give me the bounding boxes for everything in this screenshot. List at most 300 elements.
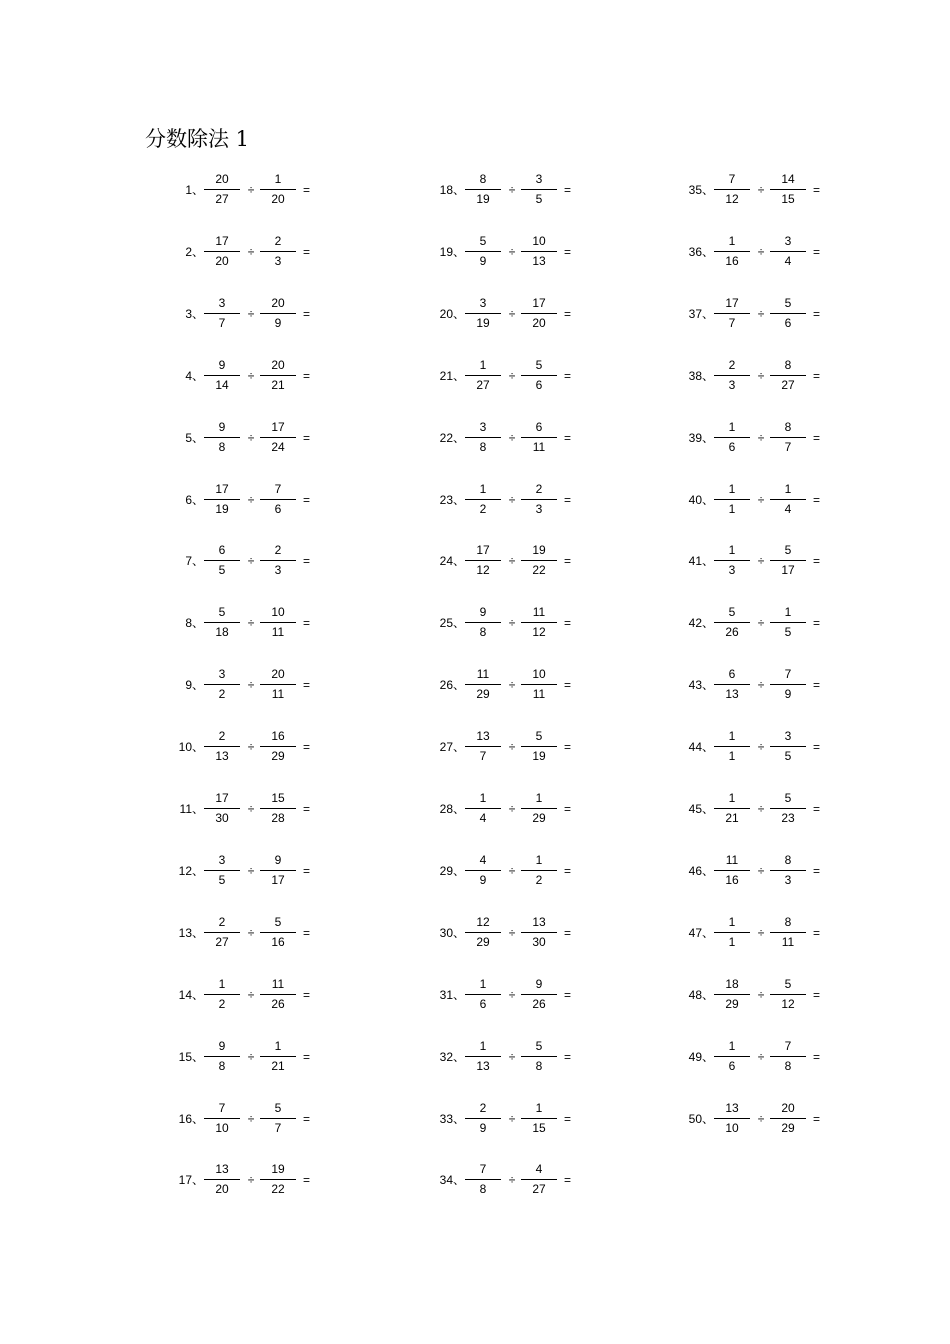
problem-row bbox=[431, 291, 611, 339]
fraction-bar bbox=[521, 622, 557, 623]
fraction-bar bbox=[465, 560, 501, 561]
problem-number: 35、 bbox=[688, 183, 714, 197]
division-sign: ÷ bbox=[508, 368, 516, 383]
numerator: 5 bbox=[535, 1038, 543, 1053]
denominator: 29 bbox=[271, 749, 285, 764]
problem-row bbox=[680, 972, 860, 1020]
equals-sign: = bbox=[564, 740, 572, 755]
numerator: 17 bbox=[215, 791, 229, 805]
problem-number: 43、 bbox=[688, 678, 714, 693]
numerator: 13 bbox=[725, 1100, 739, 1115]
equals-sign: = bbox=[564, 1173, 572, 1188]
numerator: 1 bbox=[728, 481, 736, 496]
numerator: 5 bbox=[784, 791, 792, 805]
fraction-bar bbox=[465, 746, 501, 747]
problem-row bbox=[680, 724, 860, 772]
fraction-bar bbox=[204, 560, 240, 561]
divisor-fraction bbox=[260, 600, 296, 648]
fraction-bar bbox=[770, 808, 806, 809]
divisor-fraction bbox=[770, 291, 806, 339]
divisor-fraction bbox=[770, 972, 806, 1020]
divisor-fraction bbox=[521, 972, 557, 1020]
numerator: 1 bbox=[479, 1038, 487, 1053]
denominator: 13 bbox=[476, 1058, 490, 1073]
problem-row bbox=[170, 538, 350, 586]
numerator: 3 bbox=[218, 852, 226, 867]
problem-number: 36、 bbox=[688, 244, 714, 259]
equals-sign: = bbox=[813, 863, 821, 878]
fraction-bar bbox=[204, 189, 240, 190]
denominator: 5 bbox=[218, 872, 226, 887]
denominator: 16 bbox=[725, 872, 739, 887]
problem-row bbox=[431, 910, 611, 958]
numerator: 1 bbox=[479, 357, 487, 372]
division-sign: ÷ bbox=[247, 306, 255, 321]
fraction-bar bbox=[770, 1056, 806, 1057]
denominator: 17 bbox=[781, 563, 795, 578]
equals-sign: = bbox=[303, 492, 311, 507]
denominator: 1 bbox=[728, 501, 736, 516]
numerator: 7 bbox=[784, 667, 792, 682]
division-sign: ÷ bbox=[757, 802, 765, 816]
fraction-bar bbox=[465, 622, 501, 623]
divisor-fraction bbox=[521, 1034, 557, 1082]
fraction-bar bbox=[714, 437, 750, 438]
denominator: 23 bbox=[781, 811, 795, 825]
division-sign: ÷ bbox=[757, 616, 765, 631]
dividend-fraction bbox=[465, 353, 501, 401]
problem-number: 9、 bbox=[185, 678, 204, 693]
numerator: 8 bbox=[784, 419, 792, 434]
fraction-bar bbox=[521, 932, 557, 933]
fraction-bar bbox=[521, 1179, 557, 1180]
denominator: 10 bbox=[725, 1120, 739, 1135]
denominator: 26 bbox=[532, 996, 546, 1011]
division-sign: ÷ bbox=[757, 244, 765, 259]
denominator: 12 bbox=[781, 996, 795, 1011]
dividend-fraction bbox=[714, 1096, 750, 1144]
division-sign: ÷ bbox=[757, 306, 765, 321]
division-sign: ÷ bbox=[247, 183, 255, 197]
numerator: 17 bbox=[215, 233, 229, 248]
divisor-fraction bbox=[260, 1096, 296, 1144]
dividend-fraction bbox=[204, 848, 240, 896]
numerator: 1 bbox=[728, 233, 736, 248]
fraction-bar bbox=[260, 622, 296, 623]
numerator: 5 bbox=[784, 295, 792, 310]
numerator: 5 bbox=[274, 1100, 282, 1115]
fraction-bar bbox=[204, 808, 240, 809]
denominator: 27 bbox=[215, 192, 229, 206]
numerator: 9 bbox=[535, 976, 543, 991]
fraction-bar bbox=[260, 994, 296, 995]
numerator: 20 bbox=[215, 172, 229, 186]
dividend-fraction bbox=[465, 477, 501, 525]
divisor-fraction bbox=[521, 167, 557, 215]
problem-row bbox=[680, 1034, 860, 1082]
problem-number: 32、 bbox=[439, 1049, 465, 1064]
problem-number: 14、 bbox=[178, 987, 204, 1002]
numerator: 19 bbox=[271, 1162, 285, 1177]
problem-number: 27、 bbox=[439, 740, 465, 755]
divisor-fraction bbox=[770, 786, 806, 834]
denominator: 5 bbox=[784, 625, 792, 640]
numerator: 6 bbox=[728, 667, 736, 682]
denominator: 20 bbox=[215, 1182, 229, 1197]
fraction-bar bbox=[204, 313, 240, 314]
divisor-fraction bbox=[521, 353, 557, 401]
divisor-fraction bbox=[260, 724, 296, 772]
numerator: 8 bbox=[479, 172, 487, 186]
denominator: 5 bbox=[535, 192, 543, 206]
problem-number: 6、 bbox=[185, 492, 204, 507]
denominator: 8 bbox=[479, 439, 487, 454]
dividend-fraction bbox=[714, 167, 750, 215]
dividend-fraction bbox=[714, 848, 750, 896]
division-sign: ÷ bbox=[508, 1111, 516, 1126]
fraction-bar bbox=[204, 1056, 240, 1057]
dividend-fraction bbox=[204, 1157, 240, 1205]
equals-sign: = bbox=[813, 554, 821, 569]
numerator: 6 bbox=[218, 543, 226, 558]
denominator: 19 bbox=[476, 315, 490, 330]
numerator: 11 bbox=[271, 976, 285, 991]
problem-number: 22、 bbox=[439, 430, 465, 445]
dividend-fraction bbox=[465, 724, 501, 772]
numerator: 5 bbox=[728, 605, 736, 620]
problem-row bbox=[431, 848, 611, 896]
denominator: 10 bbox=[215, 1120, 229, 1135]
fraction-bar bbox=[714, 560, 750, 561]
division-sign: ÷ bbox=[508, 987, 516, 1002]
dividend-fraction bbox=[714, 600, 750, 648]
divisor-fraction bbox=[770, 538, 806, 586]
dividend-fraction bbox=[465, 415, 501, 463]
fraction-bar bbox=[260, 746, 296, 747]
division-sign: ÷ bbox=[757, 368, 765, 383]
denominator: 21 bbox=[725, 811, 739, 825]
fraction-bar bbox=[465, 808, 501, 809]
fraction-bar bbox=[521, 746, 557, 747]
numerator: 2 bbox=[218, 729, 226, 744]
dividend-fraction bbox=[465, 1096, 501, 1144]
fraction-bar bbox=[770, 499, 806, 500]
problem-number: 19、 bbox=[439, 244, 465, 259]
denominator: 4 bbox=[479, 811, 487, 825]
numerator: 1 bbox=[728, 543, 736, 558]
problem-row bbox=[680, 848, 860, 896]
problem-row bbox=[431, 415, 611, 463]
denominator: 2 bbox=[535, 872, 543, 887]
numerator: 1 bbox=[274, 172, 282, 186]
dividend-fraction bbox=[714, 910, 750, 958]
divisor-fraction bbox=[770, 1096, 806, 1144]
divisor-fraction bbox=[521, 848, 557, 896]
denominator: 21 bbox=[271, 1058, 285, 1073]
fraction-bar bbox=[260, 684, 296, 685]
division-sign: ÷ bbox=[247, 1111, 255, 1126]
denominator: 3 bbox=[728, 377, 736, 392]
fraction-bar bbox=[770, 994, 806, 995]
problem-number: 26、 bbox=[439, 678, 465, 693]
division-sign: ÷ bbox=[757, 492, 765, 507]
numerator: 17 bbox=[476, 543, 490, 558]
equals-sign: = bbox=[564, 306, 572, 321]
numerator: 17 bbox=[532, 295, 546, 310]
denominator: 19 bbox=[476, 192, 490, 206]
problem-row bbox=[431, 786, 611, 834]
division-sign: ÷ bbox=[247, 678, 255, 693]
fraction-bar bbox=[204, 437, 240, 438]
denominator: 16 bbox=[271, 934, 285, 949]
numerator: 20 bbox=[271, 295, 285, 310]
numerator: 2 bbox=[274, 543, 282, 558]
denominator: 8 bbox=[479, 625, 487, 640]
divisor-fraction bbox=[260, 848, 296, 896]
problem-row bbox=[680, 538, 860, 586]
problem-number: 12、 bbox=[178, 863, 204, 878]
equals-sign: = bbox=[303, 1173, 311, 1188]
problem-number: 45、 bbox=[688, 802, 714, 816]
denominator: 8 bbox=[218, 1058, 226, 1073]
numerator: 2 bbox=[479, 1100, 487, 1115]
denominator: 29 bbox=[781, 1120, 795, 1135]
dividend-fraction bbox=[465, 786, 501, 834]
dividend-fraction bbox=[204, 662, 240, 710]
numerator: 2 bbox=[274, 233, 282, 248]
division-sign: ÷ bbox=[757, 678, 765, 693]
division-sign: ÷ bbox=[247, 1049, 255, 1064]
numerator: 5 bbox=[784, 976, 792, 991]
denominator: 20 bbox=[215, 253, 229, 268]
numerator: 13 bbox=[215, 1162, 229, 1177]
problem-number: 18、 bbox=[439, 183, 465, 197]
divisor-fraction bbox=[260, 229, 296, 277]
numerator: 1 bbox=[728, 1038, 736, 1053]
problem-number: 23、 bbox=[439, 492, 465, 507]
divisor-fraction bbox=[770, 229, 806, 277]
numerator: 11 bbox=[532, 605, 546, 620]
equals-sign: = bbox=[303, 183, 311, 197]
problem-row bbox=[431, 1096, 611, 1144]
denominator: 20 bbox=[532, 315, 546, 330]
dividend-fraction bbox=[204, 724, 240, 772]
divisor-fraction bbox=[260, 1034, 296, 1082]
dividend-fraction bbox=[465, 910, 501, 958]
denominator: 7 bbox=[218, 315, 226, 330]
numerator: 5 bbox=[784, 543, 792, 558]
division-sign: ÷ bbox=[247, 492, 255, 507]
equals-sign: = bbox=[564, 368, 572, 383]
fraction-bar bbox=[714, 375, 750, 376]
division-sign: ÷ bbox=[757, 1111, 765, 1126]
denominator: 1 bbox=[728, 934, 736, 949]
denominator: 30 bbox=[215, 811, 229, 825]
problem-number: 10、 bbox=[178, 740, 204, 755]
division-sign: ÷ bbox=[508, 1049, 516, 1064]
fraction-bar bbox=[521, 1056, 557, 1057]
problem-row bbox=[680, 786, 860, 834]
equals-sign: = bbox=[813, 430, 821, 445]
fraction-bar bbox=[260, 932, 296, 933]
problem-number: 47、 bbox=[688, 925, 714, 940]
fraction-bar bbox=[714, 808, 750, 809]
problem-number: 42、 bbox=[688, 616, 714, 631]
fraction-bar bbox=[260, 1056, 296, 1057]
dividend-fraction bbox=[714, 415, 750, 463]
fraction-bar bbox=[714, 313, 750, 314]
denominator: 6 bbox=[728, 439, 736, 454]
dividend-fraction bbox=[465, 600, 501, 648]
fraction-bar bbox=[521, 313, 557, 314]
numerator: 12 bbox=[476, 914, 490, 929]
divisor-fraction bbox=[521, 477, 557, 525]
divisor-fraction bbox=[521, 415, 557, 463]
problem-row bbox=[431, 167, 611, 215]
fraction-bar bbox=[465, 375, 501, 376]
denominator: 27 bbox=[476, 377, 490, 392]
equals-sign: = bbox=[303, 1111, 311, 1126]
denominator: 7 bbox=[728, 315, 736, 330]
fraction-bar bbox=[465, 437, 501, 438]
fraction-bar bbox=[260, 1118, 296, 1119]
fraction-bar bbox=[260, 375, 296, 376]
numerator: 3 bbox=[784, 729, 792, 744]
denominator: 17 bbox=[271, 872, 285, 887]
divisor-fraction bbox=[260, 477, 296, 525]
numerator: 3 bbox=[479, 295, 487, 310]
fraction-bar bbox=[260, 870, 296, 871]
fraction-bar bbox=[204, 622, 240, 623]
fraction-bar bbox=[770, 684, 806, 685]
equals-sign: = bbox=[564, 678, 572, 693]
division-sign: ÷ bbox=[757, 987, 765, 1002]
numerator: 5 bbox=[274, 914, 282, 929]
numerator: 7 bbox=[784, 1038, 792, 1053]
equals-sign: = bbox=[303, 863, 311, 878]
denominator: 29 bbox=[725, 996, 739, 1011]
equals-sign: = bbox=[813, 244, 821, 259]
problem-row bbox=[170, 477, 350, 525]
fraction-bar bbox=[465, 870, 501, 871]
dividend-fraction bbox=[714, 786, 750, 834]
problem-row bbox=[431, 477, 611, 525]
problem-row bbox=[170, 662, 350, 710]
numerator: 9 bbox=[479, 605, 487, 620]
fraction-bar bbox=[260, 437, 296, 438]
divisor-fraction bbox=[770, 167, 806, 215]
problem-row bbox=[170, 1096, 350, 1144]
problem-row bbox=[431, 229, 611, 277]
numerator: 7 bbox=[274, 481, 282, 496]
dividend-fraction bbox=[204, 1034, 240, 1082]
equals-sign: = bbox=[813, 368, 821, 383]
problem-row bbox=[170, 415, 350, 463]
problem-row bbox=[680, 229, 860, 277]
divisor-fraction bbox=[770, 1034, 806, 1082]
division-sign: ÷ bbox=[247, 1173, 255, 1188]
problem-row bbox=[680, 477, 860, 525]
problem-number: 39、 bbox=[688, 430, 714, 445]
divisor-fraction bbox=[260, 415, 296, 463]
fraction-bar bbox=[714, 746, 750, 747]
fraction-bar bbox=[521, 870, 557, 871]
numerator: 9 bbox=[218, 357, 226, 372]
denominator: 7 bbox=[274, 1120, 282, 1135]
denominator: 1 bbox=[728, 749, 736, 764]
division-sign: ÷ bbox=[508, 616, 516, 631]
dividend-fraction bbox=[204, 353, 240, 401]
dividend-fraction bbox=[465, 291, 501, 339]
problem-number: 21、 bbox=[439, 368, 465, 383]
denominator: 21 bbox=[271, 377, 285, 392]
problem-row bbox=[680, 662, 860, 710]
problem-number: 4、 bbox=[185, 368, 204, 383]
dividend-fraction bbox=[465, 848, 501, 896]
problem-row bbox=[680, 353, 860, 401]
dividend-fraction bbox=[465, 167, 501, 215]
division-sign: ÷ bbox=[508, 492, 516, 507]
numerator: 9 bbox=[218, 1038, 226, 1053]
fraction-bar bbox=[521, 1118, 557, 1119]
divisor-fraction bbox=[260, 662, 296, 710]
problem-number: 17、 bbox=[178, 1173, 204, 1188]
numerator: 10 bbox=[532, 667, 546, 682]
division-sign: ÷ bbox=[508, 678, 516, 693]
problem-number: 30、 bbox=[439, 925, 465, 940]
denominator: 3 bbox=[274, 253, 282, 268]
division-sign: ÷ bbox=[247, 863, 255, 878]
problem-row bbox=[431, 972, 611, 1020]
divisor-fraction bbox=[521, 786, 557, 834]
denominator: 8 bbox=[535, 1058, 543, 1073]
numerator: 7 bbox=[728, 172, 736, 186]
numerator: 1 bbox=[479, 976, 487, 991]
problem-number: 5、 bbox=[185, 430, 204, 445]
denominator: 11 bbox=[532, 439, 546, 454]
denominator: 13 bbox=[532, 253, 546, 268]
problem-row bbox=[170, 1157, 350, 1205]
equals-sign: = bbox=[303, 244, 311, 259]
problem-number: 40、 bbox=[688, 492, 714, 507]
divisor-fraction bbox=[770, 662, 806, 710]
numerator: 7 bbox=[218, 1100, 226, 1115]
dividend-fraction bbox=[204, 538, 240, 586]
denominator: 2 bbox=[218, 996, 226, 1011]
equals-sign: = bbox=[303, 1049, 311, 1064]
denominator: 22 bbox=[532, 563, 546, 578]
division-sign: ÷ bbox=[757, 1049, 765, 1064]
problem-row bbox=[431, 1034, 611, 1082]
numerator: 1 bbox=[728, 791, 736, 805]
fraction-bar bbox=[465, 1056, 501, 1057]
fraction-bar bbox=[465, 932, 501, 933]
equals-sign: = bbox=[813, 492, 821, 507]
numerator: 17 bbox=[215, 481, 229, 496]
dividend-fraction bbox=[204, 786, 240, 834]
denominator: 27 bbox=[215, 934, 229, 949]
problem-number: 13、 bbox=[178, 925, 204, 940]
problem-row bbox=[431, 1157, 611, 1205]
fraction-bar bbox=[204, 375, 240, 376]
denominator: 4 bbox=[784, 253, 792, 268]
problem-number: 50、 bbox=[688, 1111, 714, 1126]
equals-sign: = bbox=[564, 430, 572, 445]
problem-row bbox=[170, 167, 350, 215]
equals-sign: = bbox=[303, 306, 311, 321]
dividend-fraction bbox=[465, 972, 501, 1020]
problem-row bbox=[680, 415, 860, 463]
